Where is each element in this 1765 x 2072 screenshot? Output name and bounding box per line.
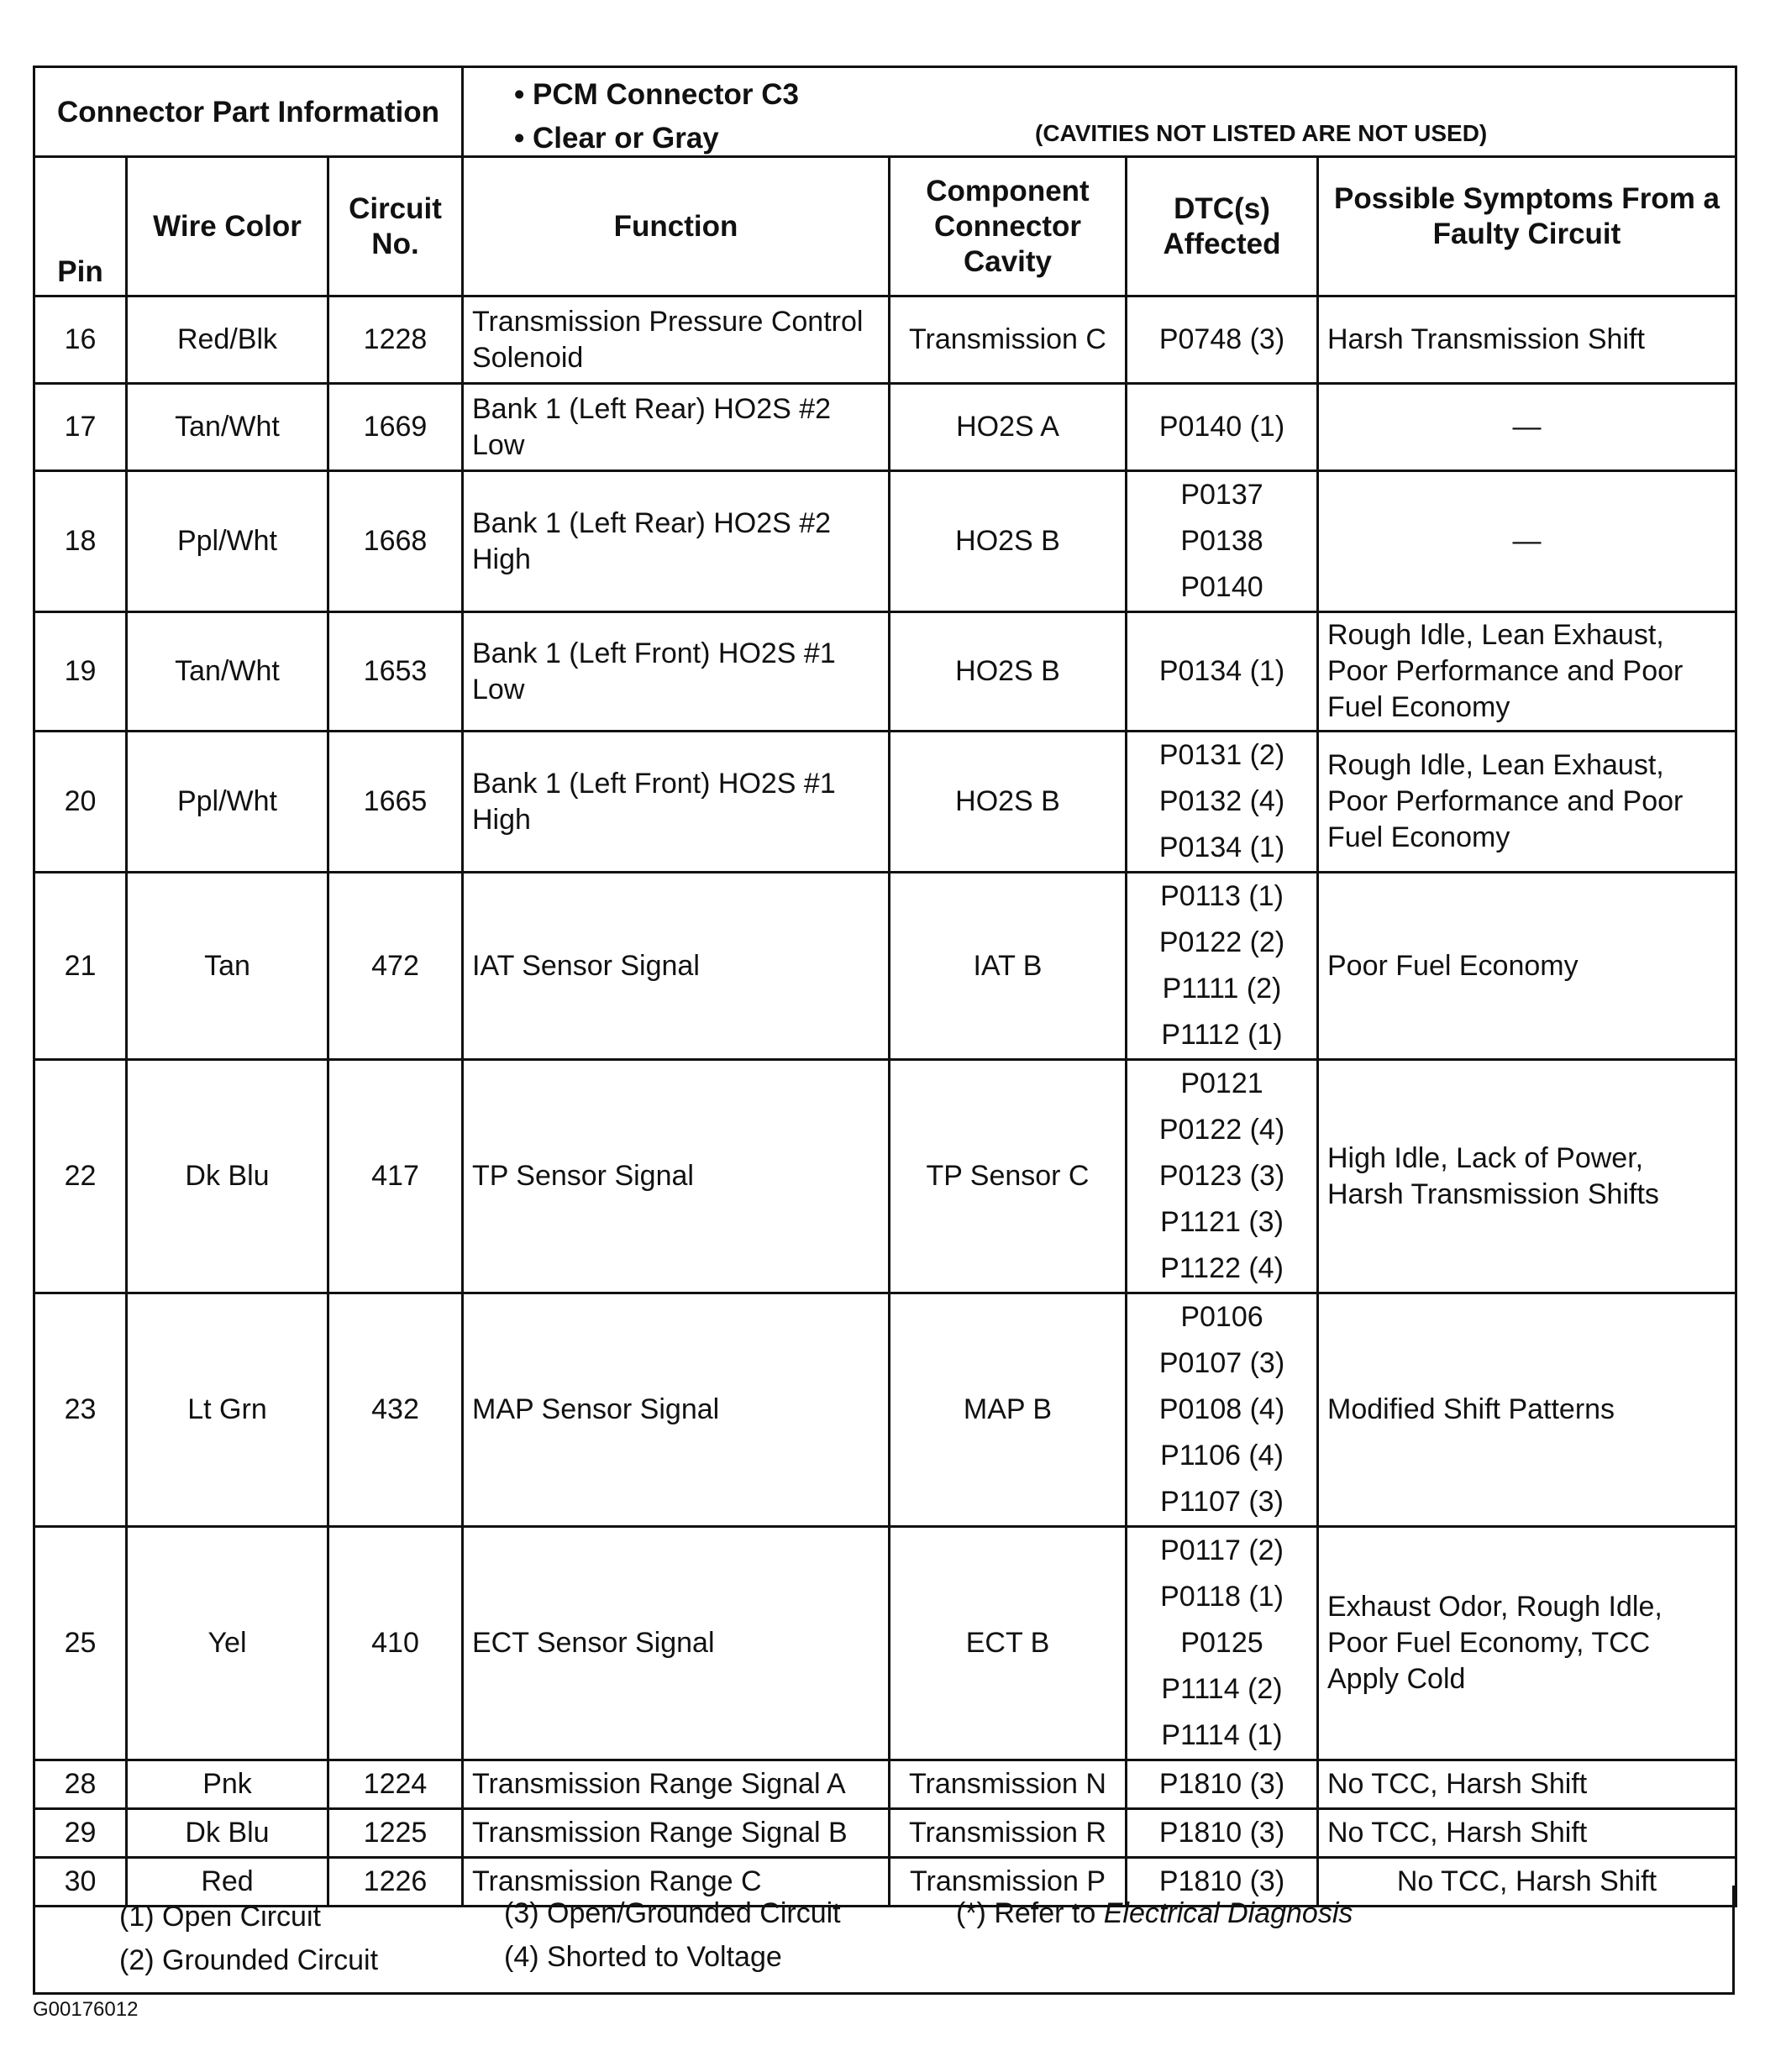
- dtc-code: P0122 (2): [1158, 926, 1285, 958]
- wire-color-cell: Dk Blu: [127, 1809, 328, 1858]
- wire-color-cell: Ppl/Wht: [127, 732, 328, 873]
- footnote-open-grounded-circuit: (3) Open/Grounded Circuit: [504, 1897, 841, 1929]
- wire-color-cell: Yel: [127, 1527, 328, 1760]
- symptoms-cell: —: [1318, 471, 1736, 612]
- symptoms-cell: Modified Shift Patterns: [1318, 1293, 1736, 1527]
- circuit-no-cell: 1668: [328, 471, 463, 612]
- footnotes: [33, 1886, 1735, 1995]
- component-cavity-cell: HO2S B: [890, 612, 1127, 732]
- symptoms-cell: No TCC, Harsh Shift: [1318, 1858, 1736, 1907]
- function-cell: Transmission Range Signal B: [463, 1809, 890, 1858]
- dtc-cell: [1127, 1527, 1318, 1760]
- table-row: [34, 471, 1736, 612]
- dtc-code: P0140 (1): [1158, 411, 1285, 443]
- footnote-refer-link-text: Electrical Diagnosis: [1103, 1897, 1353, 1929]
- dtc-code: P0748 (3): [1158, 323, 1285, 355]
- dtc-cell: [1127, 1293, 1318, 1527]
- bullet-item-connector: • PCM Connector C3: [514, 78, 799, 111]
- dtc-code: P1107 (3): [1160, 1486, 1284, 1518]
- dtc-code: P0123 (3): [1158, 1160, 1285, 1192]
- table-row: [34, 1527, 1736, 1760]
- column-header-dtc: DTC(s) Affected: [1127, 157, 1318, 296]
- symptoms-cell: Poor Fuel Economy: [1318, 873, 1736, 1060]
- bullet-color-text: Clear or Gray: [532, 122, 719, 155]
- wire-color-cell: Ppl/Wht: [127, 471, 328, 612]
- function-cell: IAT Sensor Signal: [463, 873, 890, 1060]
- component-cavity-cell: IAT B: [890, 873, 1127, 1060]
- function-cell: Bank 1 (Left Front) HO2S #1 Low: [463, 612, 890, 732]
- dtc-code: P0125: [1180, 1627, 1263, 1659]
- connector-info-cell: [463, 67, 1736, 157]
- symptoms-cell: High Idle, Lack of Power, Harsh Transmission Shifts: [1318, 1060, 1736, 1293]
- bullet-item-color: • Clear or Gray: [514, 122, 719, 155]
- column-header-component-cavity: Component Connector Cavity: [890, 157, 1127, 296]
- dtc-code: P1122 (4): [1160, 1252, 1284, 1284]
- pin-cell: 16: [34, 296, 127, 384]
- dtc-code: P0118 (1): [1160, 1581, 1284, 1613]
- symptoms-cell: Harsh Transmission Shift: [1318, 296, 1736, 384]
- dtc-code: P1810 (3): [1158, 1817, 1285, 1849]
- component-cavity-cell: MAP B: [890, 1293, 1127, 1527]
- dtc-cell: [1127, 471, 1318, 612]
- column-header-wire-color: Wire Color: [127, 157, 328, 296]
- column-header-function: Function: [463, 157, 890, 296]
- wire-color-cell: Red/Blk: [127, 296, 328, 384]
- component-cavity-cell: Transmission C: [890, 296, 1127, 384]
- dtc-cell: [1127, 296, 1318, 384]
- column-header-symptoms: Possible Symptoms From a Faulty Circuit: [1318, 157, 1736, 296]
- function-cell: Bank 1 (Left Front) HO2S #1 High: [463, 732, 890, 873]
- component-cavity-cell: HO2S A: [890, 384, 1127, 471]
- pin-cell: 30: [34, 1858, 127, 1907]
- component-cavity-cell: ECT B: [890, 1527, 1127, 1760]
- function-cell: Bank 1 (Left Rear) HO2S #2 Low: [463, 384, 890, 471]
- dtc-cell: [1127, 1760, 1318, 1809]
- dtc-code: P1810 (3): [1158, 1768, 1285, 1800]
- dtc-code: P1114 (1): [1161, 1719, 1283, 1751]
- table-row: [34, 732, 1736, 873]
- connector-info-row: [34, 67, 1736, 157]
- dtc-code: P0106: [1180, 1301, 1263, 1333]
- dtc-cell: [1127, 732, 1318, 873]
- dtc-code: P0134 (1): [1158, 831, 1285, 863]
- function-cell: MAP Sensor Signal: [463, 1293, 890, 1527]
- dtc-cell: [1127, 1809, 1318, 1858]
- circuit-no-cell: 1226: [328, 1858, 463, 1907]
- pin-cell: 29: [34, 1809, 127, 1858]
- circuit-no-cell: 1224: [328, 1760, 463, 1809]
- wire-color-cell: Dk Blu: [127, 1060, 328, 1293]
- dtc-cell: [1127, 384, 1318, 471]
- function-cell: Transmission Range Signal A: [463, 1760, 890, 1809]
- dtc-code: P0107 (3): [1158, 1347, 1285, 1379]
- dtc-code: P1121 (3): [1160, 1206, 1284, 1238]
- circuit-no-cell: 1225: [328, 1809, 463, 1858]
- footnote-open-circuit: (1) Open Circuit: [119, 1901, 321, 1933]
- dtc-code: P1111 (2): [1162, 973, 1282, 1005]
- component-cavity-cell: Transmission N: [890, 1760, 1127, 1809]
- circuit-no-cell: 432: [328, 1293, 463, 1527]
- pin-cell: 28: [34, 1760, 127, 1809]
- connector-part-info-title: Connector Part Information: [34, 67, 463, 157]
- wire-color-cell: Tan/Wht: [127, 612, 328, 732]
- column-header-circuit-no: Circuit No.: [328, 157, 463, 296]
- dtc-code: P0122 (4): [1158, 1114, 1285, 1146]
- component-cavity-cell: TP Sensor C: [890, 1060, 1127, 1293]
- column-header-row: [34, 157, 1736, 296]
- wire-color-cell: Red: [127, 1858, 328, 1907]
- dtc-cell: [1127, 612, 1318, 732]
- circuit-no-cell: 472: [328, 873, 463, 1060]
- symptoms-cell: No TCC, Harsh Shift: [1318, 1760, 1736, 1809]
- table-row: [34, 612, 1736, 732]
- table-row: [34, 296, 1736, 384]
- wire-color-cell: Tan: [127, 873, 328, 1060]
- function-cell: Bank 1 (Left Rear) HO2S #2 High: [463, 471, 890, 612]
- function-cell: TP Sensor Signal: [463, 1060, 890, 1293]
- dtc-code: P1810 (3): [1158, 1865, 1285, 1897]
- pin-cell: 25: [34, 1527, 127, 1760]
- circuit-no-cell: 1228: [328, 296, 463, 384]
- footnote-grounded-circuit: (2) Grounded Circuit: [119, 1944, 379, 1976]
- table-row: [34, 873, 1736, 1060]
- dtc-code: P1114 (2): [1161, 1673, 1283, 1705]
- function-cell: ECT Sensor Signal: [463, 1527, 890, 1760]
- component-cavity-cell: Transmission R: [890, 1809, 1127, 1858]
- dtc-code: P0134 (1): [1158, 655, 1285, 687]
- bullet-connector-text: PCM Connector C3: [532, 78, 799, 111]
- circuit-no-cell: 1653: [328, 612, 463, 732]
- component-cavity-cell: HO2S B: [890, 471, 1127, 612]
- symptoms-cell: —: [1318, 384, 1736, 471]
- symptoms-cell: No TCC, Harsh Shift: [1318, 1809, 1736, 1858]
- dtc-code: P0140: [1180, 571, 1263, 603]
- table-row: [34, 1809, 1736, 1858]
- pin-cell: 23: [34, 1293, 127, 1527]
- table-body: [34, 296, 1736, 1907]
- symptoms-cell: Rough Idle, Lean Exhaust, Poor Performance and Poor Fuel Economy: [1318, 732, 1736, 873]
- dtc-code: P0132 (4): [1158, 785, 1285, 817]
- dtc-cell: [1127, 1060, 1318, 1293]
- dtc-code: P0117 (2): [1160, 1534, 1284, 1566]
- dtc-code: P0131 (2): [1158, 739, 1285, 771]
- pin-cell: 20: [34, 732, 127, 873]
- dtc-code: P0113 (1): [1160, 880, 1284, 912]
- component-cavity-cell: HO2S B: [890, 732, 1127, 873]
- table-row: [34, 384, 1736, 471]
- dtc-code: P0137: [1180, 479, 1263, 511]
- cavities-note: (CAVITIES NOT LISTED ARE NOT USED): [1035, 120, 1488, 146]
- pin-cell: 22: [34, 1060, 127, 1293]
- circuit-no-cell: 410: [328, 1527, 463, 1760]
- column-header-pin: Pin: [34, 157, 127, 296]
- footnote-shorted-to-voltage: (4) Shorted to Voltage: [504, 1941, 782, 1973]
- symptoms-cell: Exhaust Odor, Rough Idle, Poor Fuel Economy, TCC Apply Cold: [1318, 1527, 1736, 1760]
- connector-table: [33, 66, 1737, 1907]
- circuit-no-cell: 417: [328, 1060, 463, 1293]
- pin-cell: 18: [34, 471, 127, 612]
- wire-color-cell: Lt Grn: [127, 1293, 328, 1527]
- dtc-code: P1106 (4): [1160, 1440, 1284, 1471]
- pin-cell: 19: [34, 612, 127, 732]
- footnote-refer-prefix: (*) Refer to: [956, 1897, 1104, 1929]
- table-row: [34, 1293, 1736, 1527]
- dtc-code: P0121: [1180, 1067, 1263, 1099]
- circuit-no-cell: 1669: [328, 384, 463, 471]
- component-cavity-cell: Transmission P: [890, 1858, 1127, 1907]
- circuit-no-cell: 1665: [328, 732, 463, 873]
- table-row: [34, 1060, 1736, 1293]
- dtc-cell: [1127, 873, 1318, 1060]
- wire-color-cell: Tan/Wht: [127, 384, 328, 471]
- connector-table-sheet: [33, 66, 1735, 1995]
- function-cell: Transmission Range C: [463, 1858, 890, 1907]
- symptoms-cell: Rough Idle, Lean Exhaust, Poor Performance and Poor Fuel Economy: [1318, 612, 1736, 732]
- dtc-code: P0138: [1180, 525, 1263, 557]
- table-row: [34, 1760, 1736, 1809]
- pin-cell: 21: [34, 873, 127, 1060]
- function-cell: Transmission Pressure Control Solenoid: [463, 296, 890, 384]
- footnote-refer: [956, 1897, 1353, 1930]
- dtc-code: P0108 (4): [1158, 1393, 1285, 1425]
- wire-color-cell: Pnk: [127, 1760, 328, 1809]
- dtc-code: P1112 (1): [1161, 1019, 1283, 1051]
- figure-id: G00176012: [33, 1998, 139, 2021]
- pin-cell: 17: [34, 384, 127, 471]
